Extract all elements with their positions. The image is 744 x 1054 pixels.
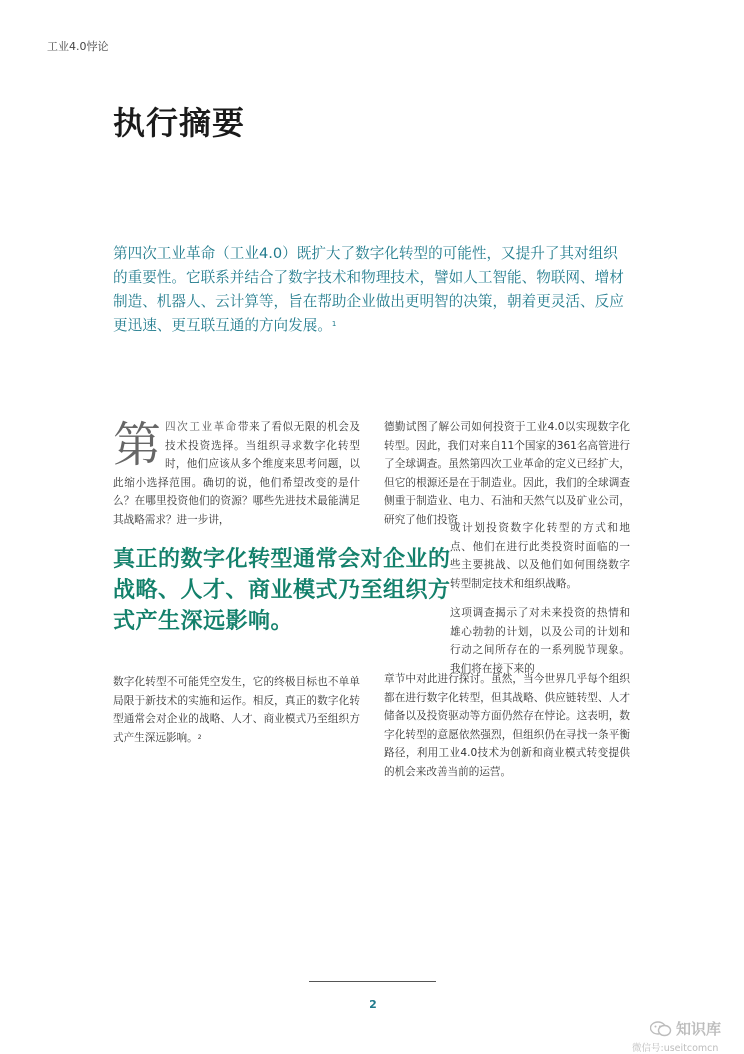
footnote-marker: 1: [331, 320, 337, 328]
watermark-subtext: 微信号:useitcomcn: [632, 1043, 719, 1054]
page-title: 执行摘要: [113, 104, 246, 142]
wechat-icon: [650, 1021, 672, 1037]
footnote-marker: 2: [197, 733, 202, 741]
intro-paragraph: [113, 242, 631, 338]
left-column-top: [113, 418, 360, 530]
left-top-text: 带来了看似无限的机会及技术投资选择。当组织寻求数字化转型时，他们应该从多个维度来思考问题，以此缩小选择范围。确切的说，他们希望改变的是什么？在哪里投资他们的资源？哪些先进技术最能满足其战略需求？进一步讲，: [113, 421, 361, 526]
right-column-bottom: 章节中对此进行探讨。虽然，当今世界几乎每个组织都在进行数字化转型，但其战略、供应链转型、人才储备以及投资驱动等方面仍然存在悖论。这表明，数字化转型的意愿依然强烈，但组织仍在寻找一条平衡路径，利用工业4.0技术为创新和商业模式转变提供的机会来改善当前的运营。: [384, 673, 630, 778]
drop-cap: 第: [113, 417, 162, 473]
footer-divider: [309, 981, 436, 982]
watermark-logo-text: 知识库: [676, 1020, 722, 1038]
right-column-wrap-1: 或计划投资数字化转型的方式和地点、他们在进行此类投资时面临的一些主要挑战、以及他们如何围绕数字转型制定技术和组织战略。: [450, 522, 630, 590]
lead-in: 四次工业革命: [165, 421, 238, 433]
right-column-top: 德勤试图了解公司如何投资于工业4.0以实现数字化转型。因此，我们对来自11个国家的361名高管进行了全球调查。虽然第四次工业革命的定义已经扩大，但它的根源还是在于制造业。因此，我们的全球调查侧重于制造业、电力、石油和天然气以及矿业公司，研究了他们投资: [384, 421, 630, 526]
pull-quote: 真正的数字化转型通常会对企业的战略、人才、商业模式乃至组织方式产生深远影响。: [113, 547, 451, 634]
running-header: 工业4.0悖论: [47, 40, 109, 53]
right-column-wrap-2: 这项调查揭示了对未来投资的热情和雄心勃勃的计划，以及公司的计划和行动之间所存在的一系列脱节现象。我们将在接下来的: [450, 607, 630, 675]
watermark: [632, 1018, 740, 1054]
page-number: 2: [369, 998, 377, 1011]
watermark-logo: [650, 1018, 740, 1039]
intro-text: 第四次工业革命（工业4.0）既扩大了数字化转型的可能性，又提升了其对组织的重要性。它联系并结合了数字技术和物理技术，譬如人工智能、物联网、增材制造、机器人、云计算等，旨在帮助企业做出更明智的决策，朝着更灵活、反应更迅速、更互联互通的方向发展。: [113, 245, 624, 334]
left-column-bottom: [113, 673, 360, 747]
left-bottom-text: 数字化转型不可能凭空发生，它的终极目标也不单单局限于新技术的实施和运作。相反，真正的数字化转型通常会对企业的战略、人才、商业模式乃至组织方式产生深远影响。: [113, 676, 360, 744]
